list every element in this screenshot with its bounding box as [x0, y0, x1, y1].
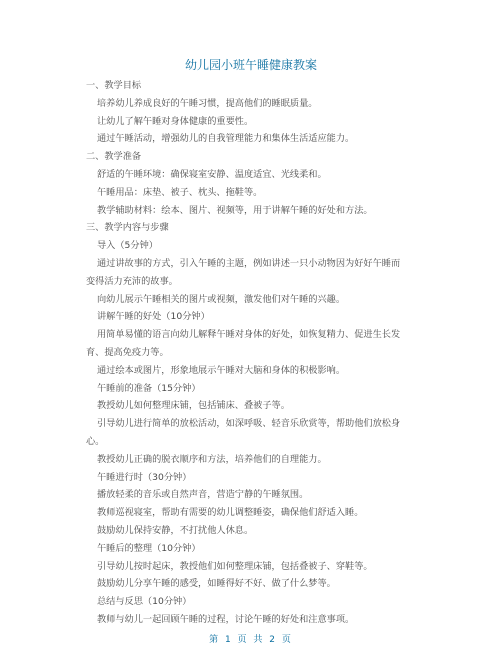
body-line-continuation: 变得活力充沛的故事。 [86, 275, 178, 287]
body-line: 教师与幼儿一起回顾午睡的过程，讨论午睡的好处和注意事项。 [97, 613, 355, 625]
body-line: 教授幼儿正确的脱衣顺序和方法，培养他们的自理能力。 [97, 453, 327, 465]
body-line: 鼓励幼儿保持安静，不打扰他人休息。 [97, 524, 254, 536]
body-line-continuation: 心。 [86, 435, 105, 447]
step-heading: 总结与反思（10分钟） [97, 596, 192, 608]
body-line: 引导幼儿进行简单的放松活动，如深呼吸、轻音乐欣赏等，帮助他们放松身 [97, 418, 401, 430]
body-line-continuation: 育、提高免疫力等。 [86, 346, 169, 358]
step-heading: 讲解午睡的好处（10分钟） [97, 311, 210, 323]
body-line: 通过绘本或图片，形象地展示午睡对大脑和身体的积极影响。 [97, 364, 346, 376]
document-title: 幼儿园小班午睡健康教案 [184, 58, 317, 72]
section-heading: 一、教学目标 [86, 80, 142, 91]
body-line: 教学辅助材料：绘本、图片、视频等，用于讲解午睡的好处和方法。 [97, 204, 373, 216]
step-heading: 午睡进行时（30分钟） [97, 471, 192, 483]
step-heading: 午睡后的整理（10分钟） [97, 542, 201, 554]
body-line: 让幼儿了解午睡对身体健康的重要性。 [97, 115, 254, 127]
body-line: 通过午睡活动，增强幼儿的自我管理能力和集体生活适应能力。 [97, 133, 355, 145]
body-line: 舒适的午睡环境：确保寝室安静、温度适宜、光线柔和。 [97, 168, 327, 180]
step-heading: 午睡前的准备（15分钟） [97, 382, 201, 394]
section-heading: 二、教学准备 [86, 151, 142, 163]
page-footer: 第 1 页 共 2 页 [209, 635, 293, 645]
body-line: 向幼儿展示午睡相关的图片或视频，激发他们对午睡的兴趣。 [97, 293, 346, 305]
document-body [86, 77, 424, 629]
section-heading: 三、教学内容与步骤 [86, 222, 169, 234]
body-line: 播放轻柔的音乐或自然声音，营造宁静的午睡氛围。 [97, 489, 309, 501]
body-line: 教授幼儿如何整理床铺，包括铺床、叠被子等。 [97, 400, 290, 412]
body-line: 鼓励幼儿分享午睡的感受，如睡得好不好、做了什么梦等。 [97, 578, 336, 590]
body-line: 用简单易懂的语言向幼儿解释午睡对身体的好处，如恢复精力、促进生长发 [97, 329, 401, 341]
body-line: 教师巡视寝室，帮助有需要的幼儿调整睡姿，确保他们舒适入睡。 [97, 507, 364, 519]
body-line: 引导幼儿按时起床，教授他们如何整理床铺，包括叠被子、穿鞋等。 [97, 560, 373, 572]
body-line: 午睡用品：床垫、被子、枕头、拖鞋等。 [97, 186, 263, 198]
body-line: 通过讲故事的方式，引入午睡的主题，例如讲述一只小动物因为好好午睡而 [97, 257, 401, 269]
step-heading: 导入（5分钟） [97, 240, 158, 252]
body-line: 培养幼儿养成良好的午睡习惯，提高他们的睡眠质量。 [97, 97, 318, 109]
